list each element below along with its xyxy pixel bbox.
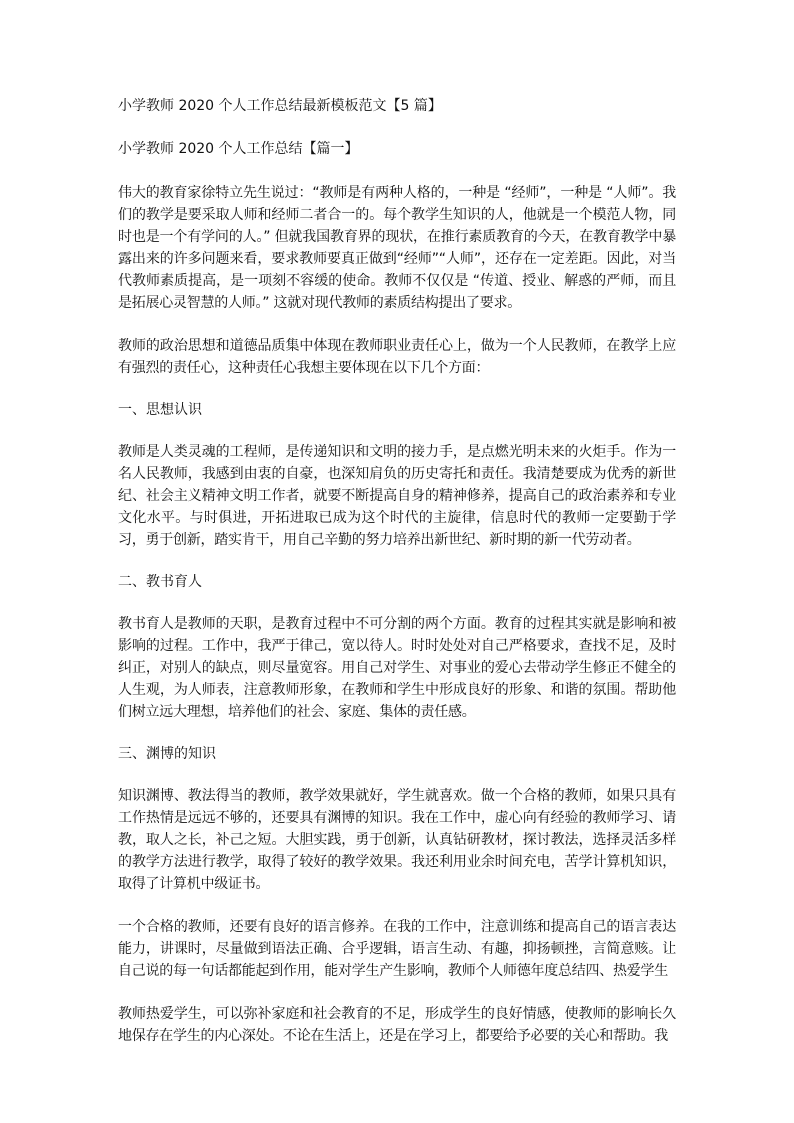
intro-paragraph: 教师的政治思想和道德品质集中体现在教师职业责任心上，做为一个人民教师，在教学上应有强烈的责任心，这种责任心我想主要体现在以下几个方面： (118, 338, 676, 376)
document-page (118, 96, 676, 1047)
document-title: 小学教师 2020 个人工作总结最新模板范文【5 篇】 (118, 98, 442, 114)
section-paragraph: 教书育人是教师的天职，是教育过程中不可分割的两个方面。教育的过程其实就是影响和被影响的过程。工作中，我严于律己，宽以待人。时时处处对自己严格要求，查找不足，及时纠正，对别人的缺点，则尽量宽容。用自己对学生、对事业的爱心去带动学生修正不健全的人生观，为人师表，注意教师形象，在教师和学生中形成良好的形象、和谐的氛围。帮助他们树立远大理想，培养他们的社会、家庭、集体的责任感。 (118, 616, 676, 720)
document-subtitle: 小学教师 2020 个人工作总结【篇一】 (118, 141, 359, 157)
section-paragraph: 教师热爱学生，可以弥补家庭和社会教育的不足，形成学生的良好情感，使教师的影响长久地保存在学生的内心深处。不论在生活上，还是在学习上，都要给予必要的关心和帮助。我 (118, 1006, 676, 1044)
section-heading: 二、教书育人 (118, 574, 202, 590)
section-paragraph: 一个合格的教师，还要有良好的语言修养。在我的工作中，注意训练和提高自己的语言表达能力，讲课时，尽量做到语法正确、合乎逻辑，语言生动、有趣，抑扬顿挫，言简意赅。让自己说的每一句话都能起到作用，能对学生产生影响，教师个人师德年度总结四、热爱学生 (118, 919, 676, 979)
section-heading: 一、思想认识 (118, 402, 202, 418)
section-heading: 三、渊博的知识 (118, 746, 216, 762)
section-paragraph: 知识渊博、教法得当的教师，教学效果就好，学生就喜欢。做一个合格的教师，如果只具有工作热情是远远不够的，还要具有渊博的知识。我在工作中，虚心向有经验的教师学习、请教，取人之长，补己之短。大胆实践，勇于创新，认真钻研教材，探讨教法，选择灵活多样的教学方法进行教学，取得了较好的教学效果。我还利用业余时间充电，苦学计算机知识，取得了计算机中级证书。 (118, 788, 676, 892)
section-paragraph: 教师是人类灵魂的工程师，是传递知识和文明的接力手，是点燃光明未来的火炬手。作为一名人民教师，我感到由衷的自豪，也深知肩负的历史寄托和责任。我清楚要成为优秀的新世纪、社会主义精神文明工作者，就要不断提高自身的精神修养，提高自己的政治素养和专业文化水平。与时俱进，开拓进取已成为这个时代的主旋律，信息时代的教师一定要勤于学习，勇于创新，踏实肯干，用自己辛勤的努力培养出新世纪、新时期的新一代劳动者。 (118, 444, 676, 548)
intro-paragraph: 伟大的教育家徐特立先生说过：“教师是有两种人格的，一种是 “经师”，一种是 “人师”。我们的教学是要采取人师和经师二者合一的。每个教学生知识的人，他就是一个模范人物，同时也是一个有学问的人。” 但就我国教育界的现状，在推行素质教育的今天，在教育教学中暴露出来的许多问题来看，要求教师要真正做到“经师”“人师”，还存在一定差距。因此，对当代教师素质提高，是一项刻不容缓的使命。教师不仅仅是 “传道、授业、解惑的严师，而且是拓展心灵智慧的人师。” 这就对现代教师的素质结构提出了要求。 (118, 185, 676, 311)
